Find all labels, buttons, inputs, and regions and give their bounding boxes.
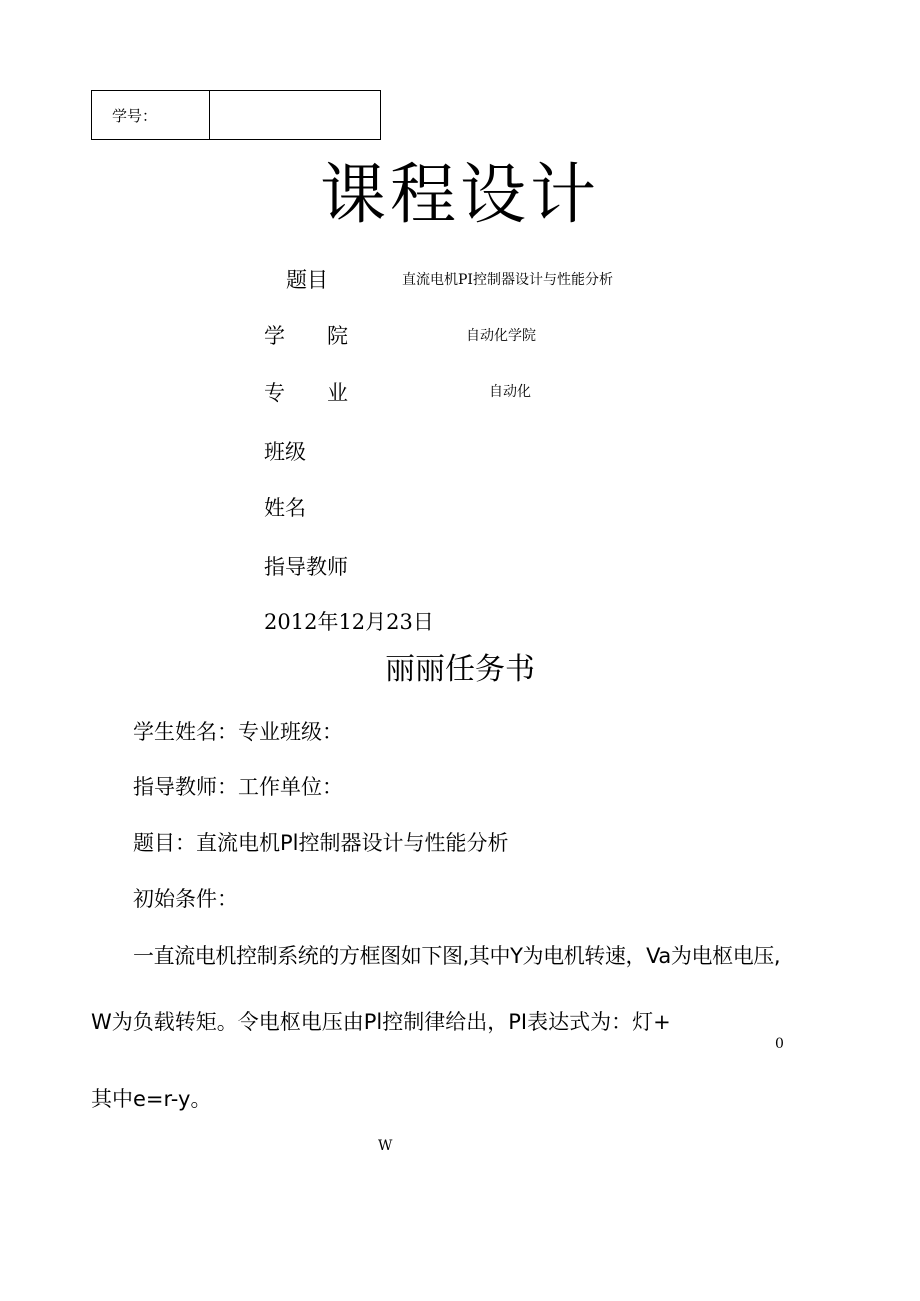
advisor-label: 指导教师: [264, 555, 348, 579]
student-id-box: [91, 90, 381, 140]
task-line-error: 其中e=r-y。: [91, 1087, 212, 1111]
task-line-topic: 题目：直流电机Pl控制器设计与性能分析: [133, 831, 509, 855]
student-id-label: 学号：: [92, 91, 210, 139]
major-label: 专 业: [264, 381, 348, 405]
course-design-title: 课程设计: [320, 156, 600, 233]
task-book-title: 丽丽任务书: [385, 652, 535, 687]
name-label: 姓名: [264, 496, 306, 520]
date: 2012年12月23日: [264, 610, 434, 634]
class-label: 班级: [264, 440, 306, 464]
task-line-pi: W为负载转矩。令电枢电压由Pl控制律给出，PI表达式为：灯+: [91, 1010, 671, 1034]
task-line-student: 学生姓名：专业班级：: [133, 720, 343, 744]
college-value: 自动化学院: [466, 328, 536, 344]
major-value: 自动化: [489, 384, 531, 400]
college-label: 学 院: [264, 324, 348, 348]
task-line-description: 一直流电机控制系统的方框图如下图,其中Y为电机转速，Va为电枢电压,: [133, 944, 781, 968]
student-id-value: [210, 91, 380, 139]
topic-value: 直流电机PI控制器设计与性能分析: [402, 272, 613, 288]
formula-subscript: 0: [775, 1036, 784, 1052]
task-line-initial: 初始条件：: [133, 887, 238, 911]
figure-label-w: W: [378, 1138, 393, 1154]
task-line-advisor: 指导教师：工作单位：: [133, 775, 343, 799]
topic-label: 题目: [286, 268, 328, 292]
